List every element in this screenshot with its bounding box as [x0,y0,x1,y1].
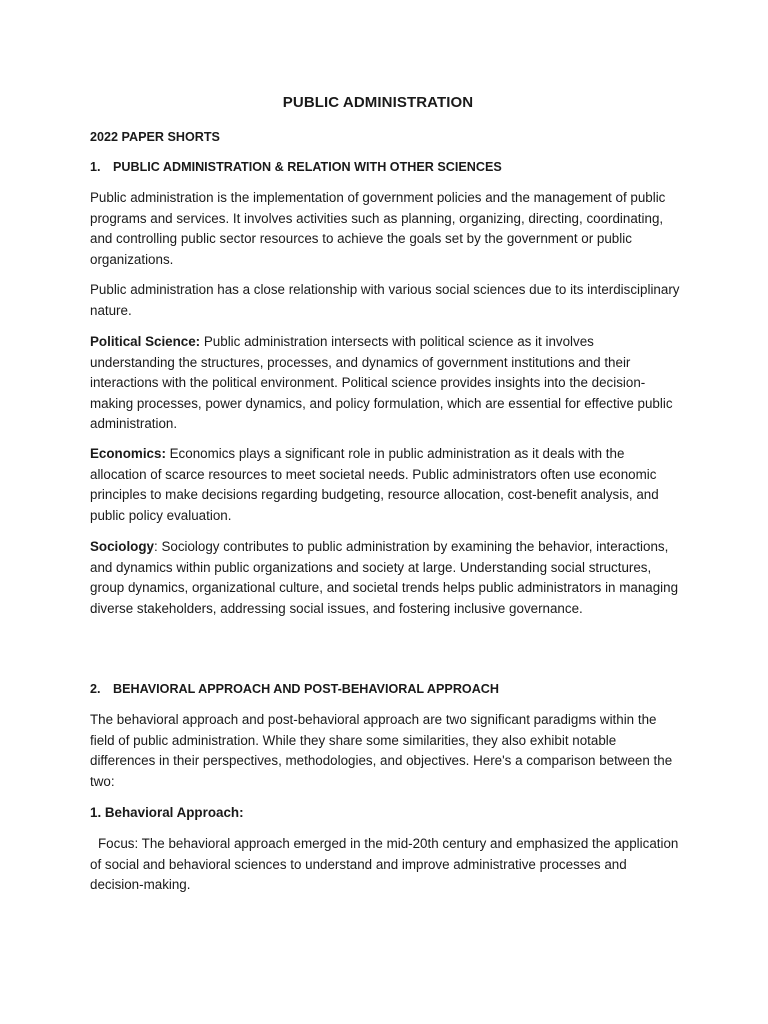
sociology-text: : Sociology contributes to public administration by examining the behavior, interactions, and dynamics within public organizations and society at large. Understanding social structures, group dynamics, organizational culture, and societal trends helps public administrators in managing diverse stakeholders, addressing social issues, and fostering inclusive governance. [90,539,679,616]
section-2-intro: The behavioral approach and post-behavioral approach are two significant paradigms within the field of public administration. While they share some similarities, they also exhibit notable differences in their perspectives, methodologies, and objectives. Here's a comparison between the two: [90,712,673,789]
sociology-label: Sociology [90,539,154,554]
document-title: PUBLIC ADMINISTRATION [282,94,474,111]
economics-paragraph [90,444,680,526]
section-2-heading-text: BEHAVIORAL APPROACH AND POST-BEHAVIORAL APPROACH [113,682,500,696]
section-1-heading-text: PUBLIC ADMINISTRATION & RELATION WITH OTHER SCIENCES [113,160,502,174]
political-science-paragraph [90,332,680,435]
behavioral-focus-paragraph: Focus: The behavioral approach emerged in the mid-20th century and emphasized the application of social and behavioral sciences to understand and improve administrative processes and decision-making. [90,836,679,892]
section-1-number: 1. [90,160,101,174]
economics-label: Economics: [90,446,166,461]
document-subtitle: 2022 PAPER SHORTS [90,130,220,144]
section-1-heading [90,160,502,174]
sociology-paragraph [90,537,680,619]
political-science-text: Public administration intersects with political science as it involves understanding the structures, processes, and dynamics of government institutions and their interactions with the political environment. Political science provides insights into the decision-making processes, power dynamics, and policy formulation, which are essential for effective public administration. [90,334,673,431]
section-2-number: 2. [90,682,101,696]
section-1-intro: Public administration is the implementation of government policies and the management of public programs and services. It involves activities such as planning, organizing, directing, coordinating, and controlling public sector resources to achieve the goals set by the government or public organizations. [90,190,666,267]
behavioral-approach-heading: 1. Behavioral Approach: [90,805,244,820]
section-1-relationship: Public administration has a close relationship with various social sciences due to its interdisciplinary nature. [90,282,680,318]
section-2-heading [90,682,499,696]
political-science-label: Political Science: [90,334,201,349]
economics-text: Economics plays a significant role in public administration as it deals with the allocation of scarce resources to meet societal needs. Public administrators often use economic principles to make decisions regarding budgeting, resource allocation, cost-benefit analysis, and public policy evaluation. [90,446,659,523]
